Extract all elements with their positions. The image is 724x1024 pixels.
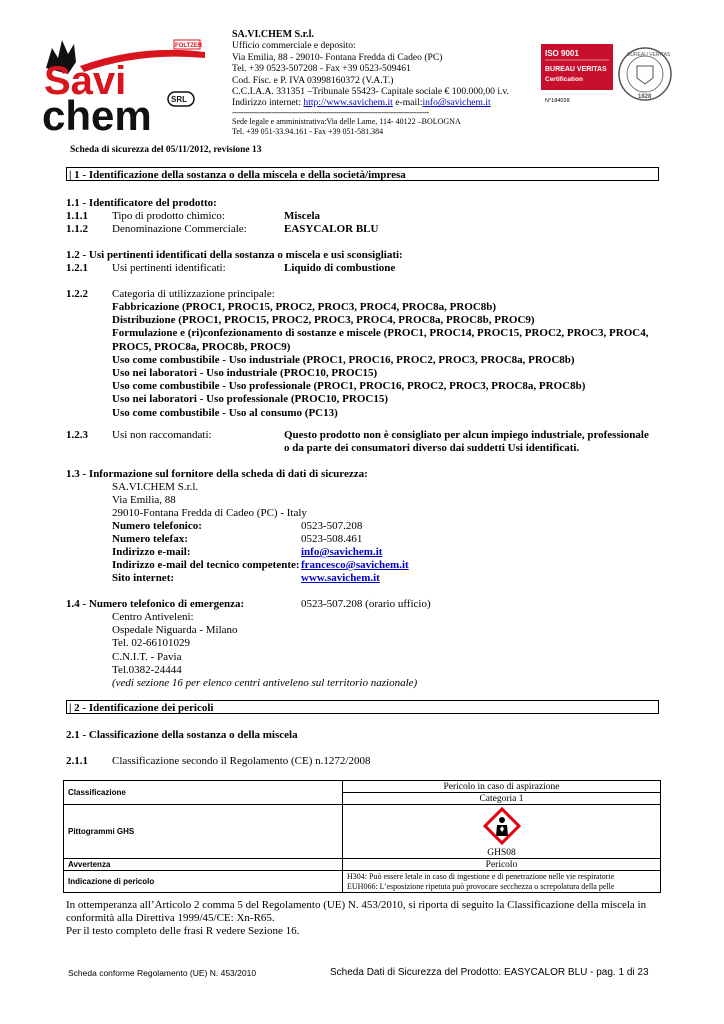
h304: H304: Può essere letale in caso di ingestione e di penetrazione nelle vie respiratorie [347,871,615,881]
cert-iso: ISO 9001 [545,49,579,58]
label-1-2-3: Usi non raccomandati: [112,429,212,441]
value-1-2-3 [284,429,674,455]
emergency-phone: 0523-507.208 (orario ufficio) [301,598,431,610]
value-1-2-1: Liquido di combustione [284,262,396,274]
use-item: Fabbricazione (PROC1, PROC15, PROC2, PROC3, PROC4, PROC8a, PROC8b) [112,301,497,313]
emergency-item: Tel. 02-66101029 [112,637,191,650]
section-1-2: 1.2 - Usi pertinenti identificati della sostanza o miscela e usi sconsigliati: [66,249,403,261]
fiscal-code: Cod. Fisc. e P. IVA 03998160372 (V.A.T.) [232,74,394,86]
cciaa: C.C.I.A.A. 331351 –Tribunale 55423- Capitale sociale € 100.000,00 i.v. [232,86,509,98]
use-item: Formulazione e (ri)confezionamento di sostanze e miscele (PROC1, PROC14, PROC15, PROC2, PROC3, PROC4, [112,327,649,340]
office-address: Via Emilia, 88 - 29010- Fontana Fredda di Cadeo (PC) [232,51,443,63]
paragraph-line: conformità alla Direttiva 1999/45/CE: Xn-R65. [66,912,275,925]
tel-value: 0523-507.208 [301,520,363,532]
label-1-1-2: Denominazione Commerciale: [112,223,247,235]
site-label: Sito internet: [112,572,175,584]
emergency-item: C.N.I.T. - Pavia [112,650,182,663]
uses-list [112,301,672,420]
avvertenza-value: Pericolo [343,859,661,871]
email-label: e-mail: [395,97,423,109]
office-label: Ufficio commerciale e deposito: [232,40,356,52]
value-1-2-3-line: o da parte dei consumatori diverso dai suddetti Usi identificati. [284,442,580,455]
num-2-1-1: 2.1.1 [66,755,88,767]
indicazione-label: Indicazione di pericolo [64,871,343,893]
emergency-item: Tel.0382-24444 [112,663,182,676]
label-1-2-1: Usi pertinenti identificati: [112,262,226,274]
logo-text-chem: chem [42,92,152,132]
company-header [232,29,562,137]
ghs-code: GHS08 [487,848,516,858]
footer-left: Scheda conforme Regolamento (UE) N. 453/2010 [68,968,257,978]
use-item: Uso come combustibile - Uso al consumo (PC13) [112,406,338,419]
section-1-1: 1.1 - Identificatore del prodotto: [66,197,217,209]
use-item: Uso come combustibile - Uso professionale (PROC1, PROC16, PROC2, PROC3, PROC8a, PROC8b) [112,380,586,393]
section-2-1: 2.1 - Classificazione della sostanza o della miscela [66,729,298,741]
section-1-4: 1.4 - Numero telefonico di emergenza: [66,598,245,610]
company-name: SA.VI.CHEM S.r.l. [232,29,314,40]
num-1-2-3: 1.2.3 [66,429,88,441]
seal-text: BUREAU VERITAS [627,52,671,58]
section-1-header: | 1 - Identificazione della sostanza o della miscela e della società/impresa [66,167,659,181]
office-phone: Tel. +39 0523-507208 - Fax +39 0523-509461 [232,63,411,75]
euh066: EUH066: L’esposizione ripetuta può provocare secchezza o screpolatura della pelle [347,881,615,891]
certification-badge [541,44,673,106]
logo-text-savi: Savi [44,59,127,103]
hazard-class: Pericolo in caso di aspirazione [343,781,661,793]
legal-phone: Tel. +39 051-33.94.161 - Fax +39 051-581.384 [232,126,384,136]
tel-label: Numero telefonico: [112,520,202,532]
num-1-1-1: 1.1.1 [66,210,88,222]
revision-line: Scheda di sicurezza del 05/11/2012, revisione 13 [70,145,262,155]
label-1-1-1: Tipo di prodotto chimico: [112,210,225,222]
seal-year: 1828 [638,94,652,100]
site-link[interactable]: www.savichem.it [301,572,380,584]
value-1-2-3-line: Questo prodotto non è consigliato per alcun impiego industriale, professionale [284,429,649,441]
email-link[interactable]: info@savichem.it [301,546,383,558]
num-1-1-2: 1.1.2 [66,223,88,235]
company-logo [40,34,205,132]
value-1-1-2: EASYCALOR BLU [284,223,379,235]
classification-table [63,780,661,893]
num-1-2-2: 1.2.2 [66,288,88,300]
num-1-2-1: 1.2.1 [66,262,88,274]
supplier-city: 29010-Fontana Fredda di Cadeo (PC) - Italy [112,507,307,519]
section-2-header: | 2 - Identificazione dei pericoli [66,700,659,714]
supplier-name: SA.VI.CHEM S.r.l. [112,481,199,493]
email-label: Indirizzo e-mail: [112,546,191,558]
use-item: PROC5, PROC8a, PROC8b, PROC9) [112,340,291,353]
emergency-note: (vedi sezione 16 per elenco centri antiveleno sul territorio nazionale) [112,677,418,690]
footer-right: Scheda Dati di Sicurezza del Prodotto: EASYCALOR BLU - pag. 1 di 23 [330,967,649,978]
email-link[interactable]: info@savichem.it [422,97,491,109]
pittogrammi-label: Pittogrammi GHS [64,805,343,859]
use-item: Distribuzione (PROC1, PROC15, PROC2, PROC3, PROC4, PROC8a, PROC8b, PROC9) [112,314,535,327]
value-1-1-1: Miscela [284,210,321,222]
fax-label: Numero telefax: [112,533,188,545]
emergency-list [112,611,417,690]
cert-label: Certification [545,76,583,83]
paragraph-line: Per il testo completo delle frasi R vedere Sezione 16. [66,925,300,938]
logo-srl: SRL [171,95,187,104]
label-1-2-2: Categoria di utilizzazione principale: [112,288,275,300]
cert-bv: BUREAU VERITAS [545,66,607,73]
logo-badge: FOLTZER [175,43,203,49]
fax-value: 0523-508.461 [301,533,363,545]
classificazione-label: Classificazione [64,781,343,805]
section-1-3: 1.3 - Informazione sul fornitore della scheda di dati di sicurezza: [66,468,368,480]
emergency-item: Ospedale Niguarda - Milano [112,624,238,637]
tech-email-link[interactable]: francesco@savichem.it [301,559,409,571]
text-2-1-1: Classificazione secondo il Regolamento (CE) n.1272/2008 [112,755,371,767]
emergency-item: Centro Antiveleni: [112,611,194,623]
website-link[interactable]: http://www.savichem.it [303,97,393,109]
ghs08-health-hazard-icon [483,807,521,845]
use-item: Uso come combustibile - Uso industriale (PROC1, PROC16, PROC2, PROC3, PROC8a, PROC8b) [112,353,575,366]
avvertenza-label: Avvertenza [64,859,343,871]
ghs-cell [343,805,661,859]
hazard-category: Categoria 1 [343,793,661,805]
tech-email-label: Indirizzo e-mail del tecnico competente: [112,559,300,571]
legal-seat: Sede legale e amministrativa:Via delle Lame, 114- 40122 –BOLOGNA [232,116,461,126]
use-item: Uso nei laboratori - Uso industriale (PROC10, PROC15) [112,367,378,380]
regulation-paragraph [66,899,666,939]
internet-label: Indirizzo internet: [232,97,301,109]
use-item: Uso nei laboratori - Uso professionale (PROC10, PROC15) [112,393,388,406]
divider: ------------------------------------------------------------------------------------------- [232,108,429,117]
hazard-statements [343,871,661,893]
cert-number: N°184028 [545,98,570,104]
paragraph-line: In ottemperanza all’Articolo 2 comma 5 del Regolamento (UE) N. 453/2010, si riporta di seguito la Classificazione della miscela in [66,899,647,911]
supplier-street: Via Emilia, 88 [112,494,176,506]
